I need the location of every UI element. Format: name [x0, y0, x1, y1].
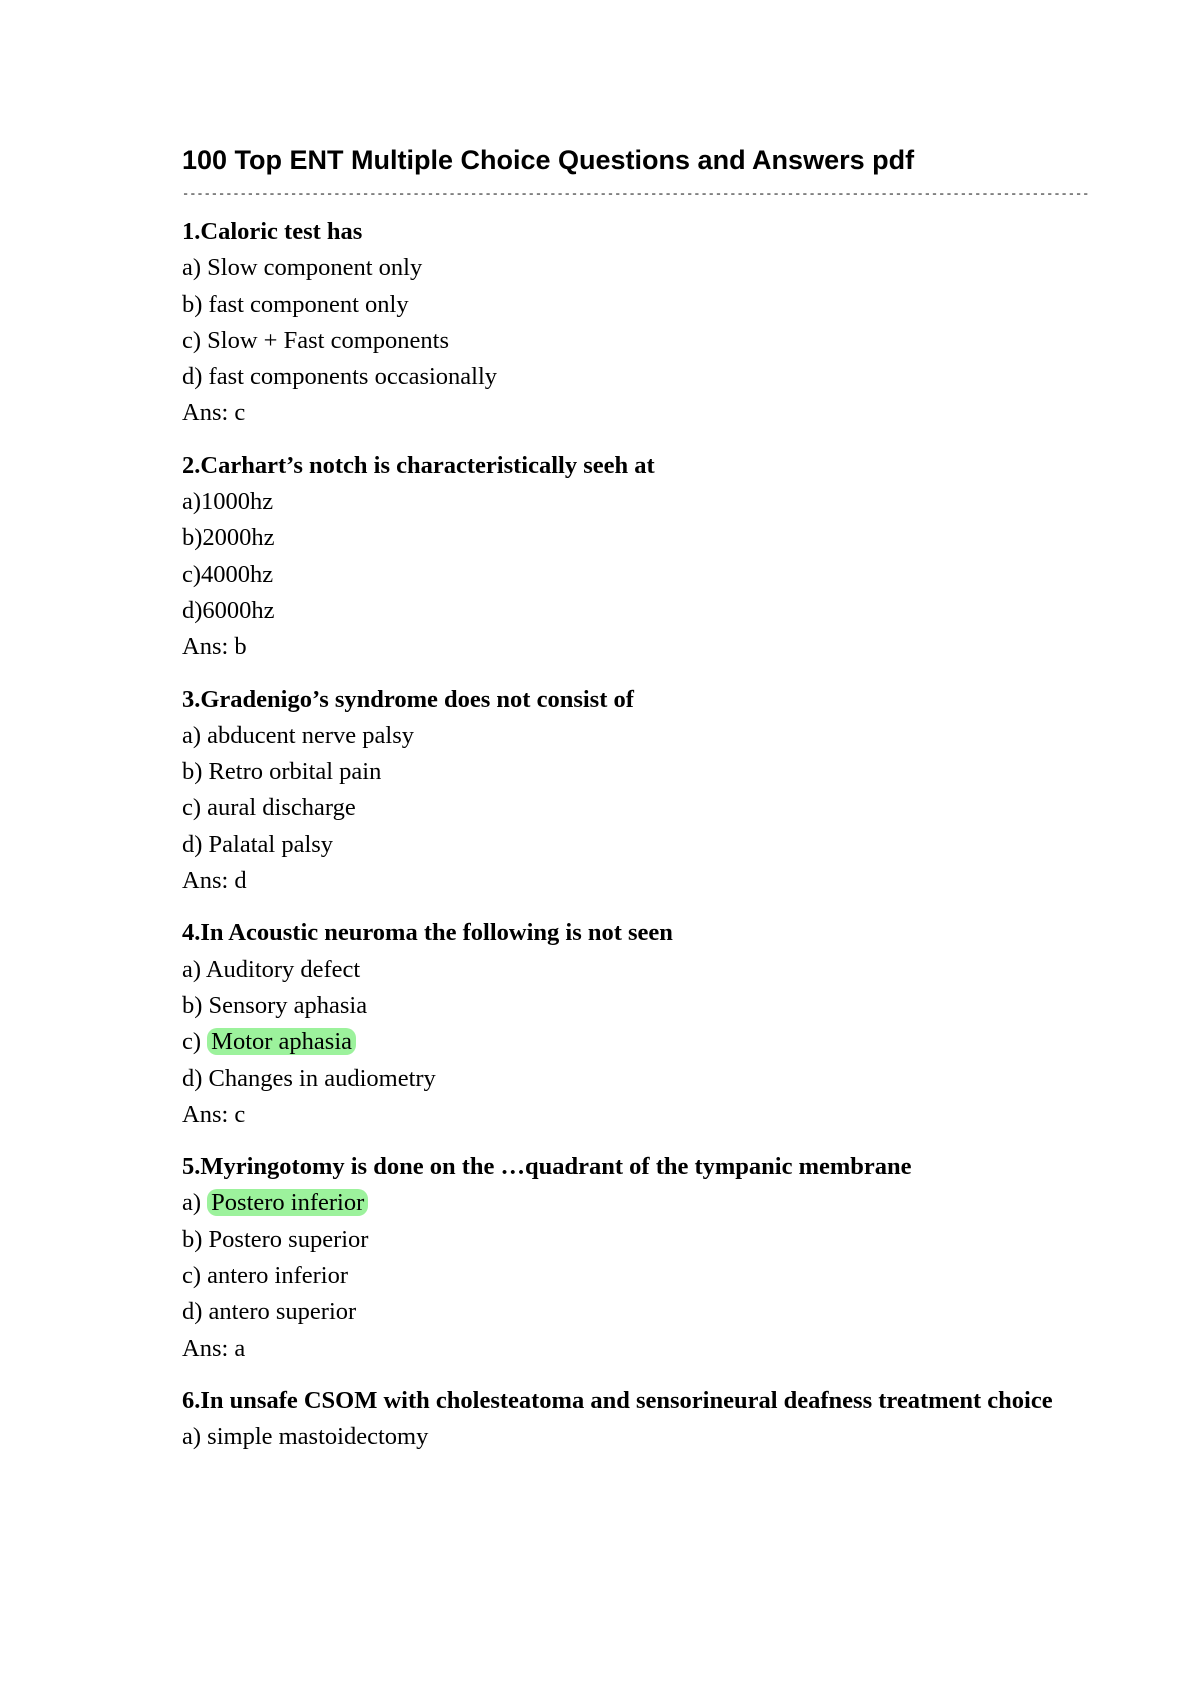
option-d: d) fast components occasionally: [182, 363, 498, 391]
option-c: c) aural discharge: [182, 794, 356, 822]
answer-line: Ans: d: [182, 867, 247, 895]
question-2: [182, 448, 1062, 666]
option-c: c) Slow + Fast components: [182, 326, 449, 354]
option-a: a) abducent nerve palsy: [182, 721, 414, 749]
option-d: d) antero superior: [182, 1298, 357, 1326]
question-text: 4.In Acoustic neuroma the following is not seen: [182, 919, 673, 947]
option-c: c) antero inferior: [182, 1262, 348, 1290]
option-a: a) Slow component only: [182, 254, 423, 282]
option-a: a) simple mastoidectomy: [182, 1423, 429, 1451]
answer-line: Ans: a: [182, 1334, 246, 1362]
answer-line: Ans: b: [182, 633, 247, 661]
question-4: [182, 915, 1062, 1133]
option-d: d) Changes in audiometry: [182, 1064, 436, 1092]
question-text: 3.Gradenigo’s syndrome does not consist of: [182, 685, 634, 713]
option-c: c) Motor aphasia: [182, 1024, 1062, 1060]
option-b: b) Postero superior: [182, 1225, 369, 1253]
option-a: a)1000hz: [182, 488, 274, 516]
answer-highlight: Postero inferior: [207, 1189, 368, 1216]
question-3: [182, 682, 1062, 900]
answer-highlight: Motor aphasia: [207, 1028, 356, 1055]
question-5: [182, 1149, 1062, 1367]
option-b: b) Sensory aphasia: [182, 991, 368, 1019]
option-b: b) fast component only: [182, 290, 409, 318]
question-text: 5.Myringotomy is done on the …quadrant of the tympanic membrane: [182, 1153, 912, 1181]
divider-line: ------------------------------------------------------------------------------------------------------------------------------: [182, 187, 1090, 201]
question-text: 2.Carhart’s notch is characteristically seeh at: [182, 451, 655, 479]
question-text: 1.Caloric test has: [182, 218, 363, 245]
page-title: 100 Top ENT Multiple Choice Questions and Answers pdf: [182, 145, 915, 175]
option-a: a) Auditory defect: [182, 955, 361, 983]
question-1: [182, 214, 1062, 432]
question-text: 6.In unsafe CSOM with cholesteatoma and sensorineural deafness treatment choice: [182, 1386, 1053, 1414]
option-b: b) Retro orbital pain: [182, 758, 382, 786]
option-c: c)4000hz: [182, 560, 274, 588]
option-a: a) Postero inferior: [182, 1185, 1062, 1221]
option-d: d)6000hz: [182, 596, 275, 624]
answer-line: Ans: c: [182, 399, 246, 427]
option-b: b)2000hz: [182, 524, 275, 552]
question-6: [182, 1383, 1062, 1456]
answer-line: Ans: c: [182, 1100, 246, 1128]
option-d: d) Palatal palsy: [182, 830, 334, 858]
document-page: [182, 138, 1090, 1472]
